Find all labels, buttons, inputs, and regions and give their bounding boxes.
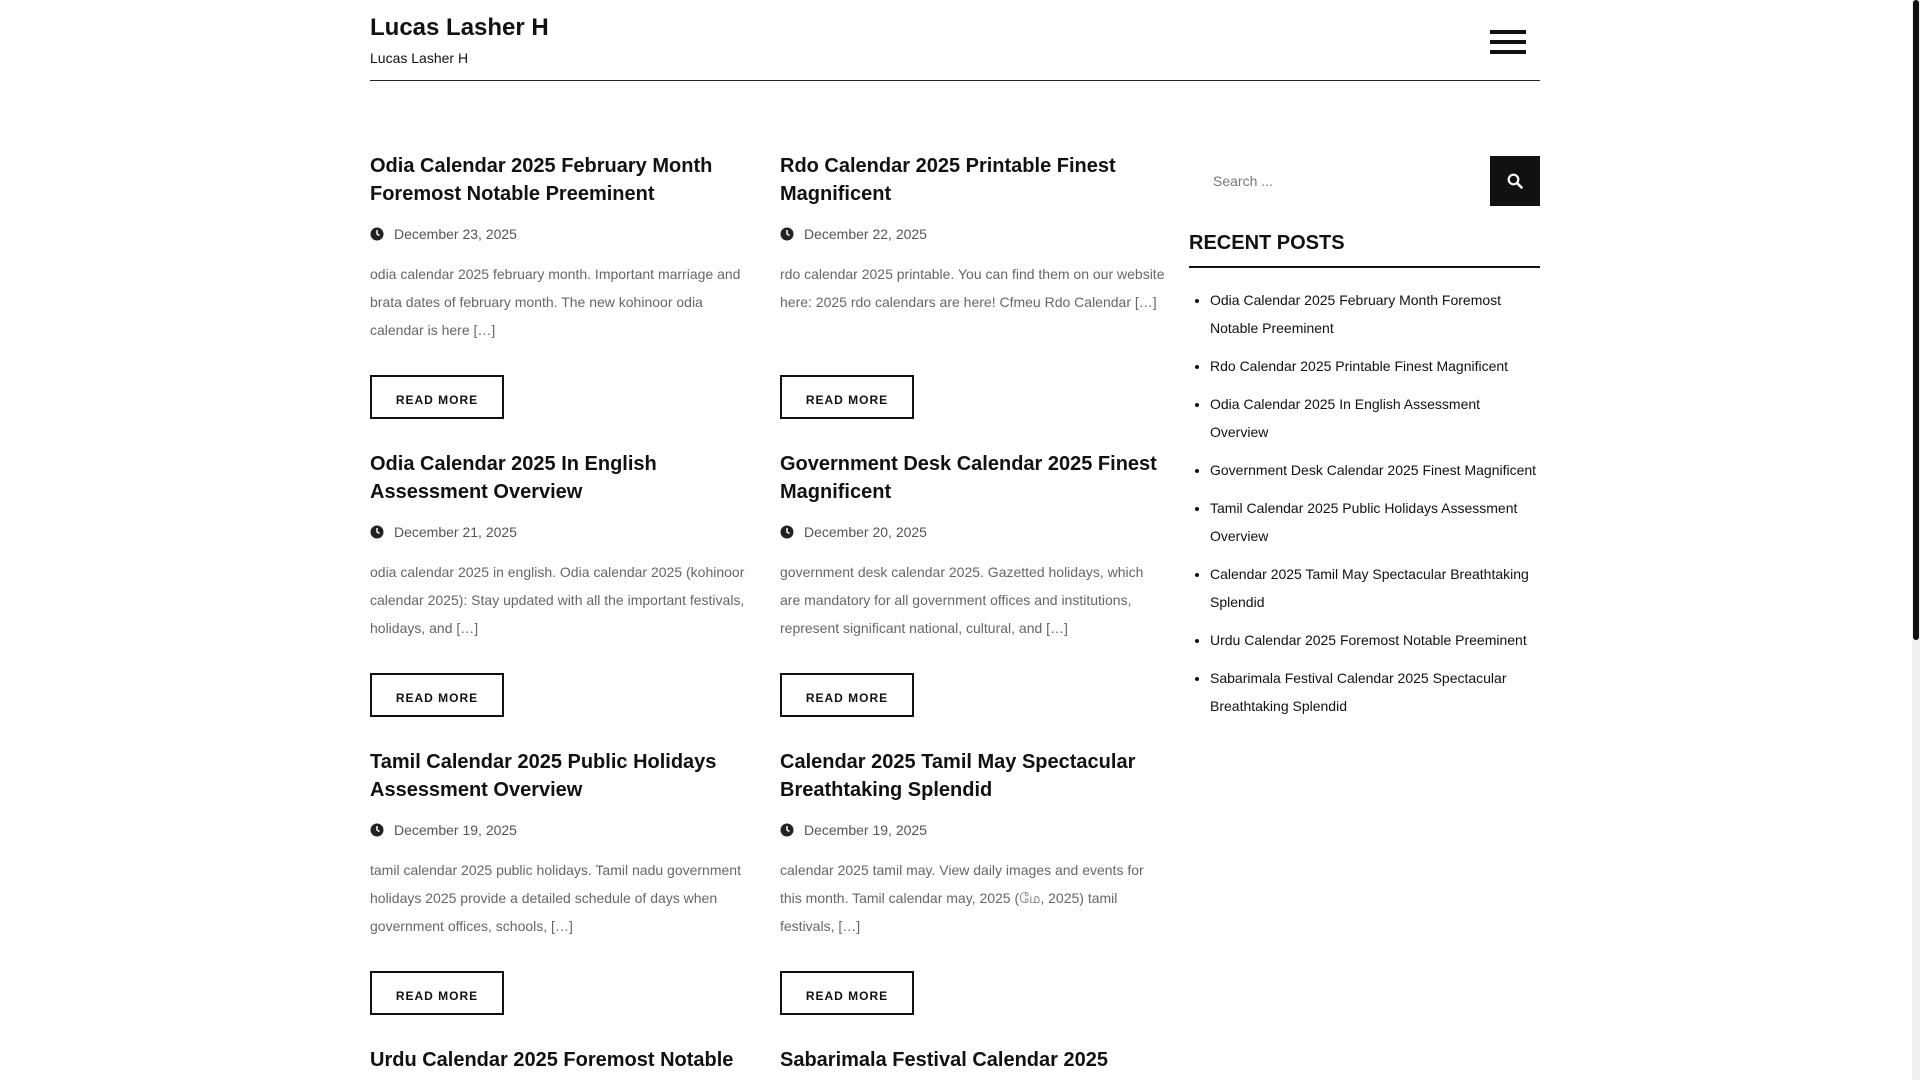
post-excerpt: rdo calendar 2025 printable. You can find them on our website here: 2025 rdo calendars are here! Cfmeu Rdo Calendar […] (780, 266, 1165, 310)
clock-icon (780, 227, 794, 241)
read-more-button[interactable]: READ MORE (780, 375, 914, 419)
clock-icon (780, 525, 794, 539)
clock-icon (370, 227, 384, 241)
post-date (780, 524, 927, 542)
recent-posts-list (1189, 286, 1540, 730)
post-date-text: December 21, 2025 (394, 524, 517, 540)
search-button[interactable] (1490, 156, 1540, 206)
recent-post-link[interactable]: • Government Desk Calendar 2025 Finest Magnificent (1210, 456, 1540, 484)
read-more-button[interactable]: READ MORE (370, 375, 504, 419)
recent-post-link[interactable]: • Calendar 2025 Tamil May Spectacular Breathtaking Splendid (1210, 560, 1540, 616)
post-date (780, 226, 927, 244)
recent-post-link[interactable]: • Odia Calendar 2025 In English Assessment Overview (1210, 390, 1540, 446)
post-excerpt: government desk calendar 2025. Gazetted holidays, which are mandatory for all government offices and institutions, represent significant national, cultural, and […] (780, 564, 1144, 636)
post-title[interactable]: Urdu Calendar 2025 Foremost Notable (370, 1049, 734, 1071)
site-header (370, 0, 1540, 81)
read-more-button[interactable]: READ MORE (780, 673, 914, 717)
post-title[interactable]: Odia Calendar 2025 February Month Foremost Notable Preeminent (370, 155, 713, 205)
menu-bar (1490, 50, 1526, 54)
recent-posts-heading: RECENT POSTS (1189, 232, 1540, 268)
recent-post-link[interactable]: • Urdu Calendar 2025 Foremost Notable Preeminent (1210, 626, 1540, 654)
post-title[interactable]: Tamil Calendar 2025 Public Holidays Assessment Overview (370, 751, 717, 801)
post-excerpt: tamil calendar 2025 public holidays. Tamil nadu government holidays 2025 provide a detailed schedule of days when government offices, schools, […] (370, 862, 741, 934)
post-title[interactable]: Calendar 2025 Tamil May Spectacular Breathtaking Splendid (780, 751, 1136, 801)
post-date (780, 822, 927, 840)
post-date-text: December 23, 2025 (394, 226, 517, 242)
post-date-text: December 19, 2025 (804, 822, 927, 838)
recent-post-link[interactable]: • Odia Calendar 2025 February Month Foremost Notable Preeminent (1210, 286, 1540, 342)
sidebar (1189, 156, 1540, 714)
post-date (370, 226, 517, 244)
scrollbar-thumb[interactable] (1913, 0, 1919, 640)
post-title[interactable]: Sabarimala Festival Calendar 2025 (780, 1049, 1108, 1071)
site-title[interactable]: Lucas Lasher H (370, 14, 549, 41)
menu-bar (1490, 40, 1526, 44)
recent-post-link[interactable]: • Sabarimala Festival Calendar 2025 Spectacular Breathtaking Splendid (1210, 664, 1540, 720)
search-input[interactable] (1189, 156, 1490, 206)
post-date (370, 524, 517, 542)
post-date-text: December 19, 2025 (394, 822, 517, 838)
read-more-button[interactable]: READ MORE (370, 673, 504, 717)
menu-bar (1490, 30, 1526, 34)
read-more-button[interactable]: READ MORE (780, 971, 914, 1015)
post-date-text: December 20, 2025 (804, 524, 927, 540)
recent-post-link[interactable]: • Rdo Calendar 2025 Printable Finest Magnificent (1210, 352, 1540, 380)
read-more-button[interactable]: READ MORE (370, 971, 504, 1015)
post-title[interactable]: Rdo Calendar 2025 Printable Finest Magnificent (780, 155, 1116, 205)
clock-icon (370, 525, 384, 539)
search-form (1189, 156, 1540, 206)
post-title[interactable]: Odia Calendar 2025 In English Assessment Overview (370, 453, 657, 503)
post-title[interactable]: Government Desk Calendar 2025 Finest Magnificent (780, 453, 1157, 503)
site-tagline: Lucas Lasher H (370, 50, 469, 66)
hamburger-menu-icon[interactable] (1490, 30, 1526, 56)
recent-post-link[interactable]: • Tamil Calendar 2025 Public Holidays Assessment Overview (1210, 494, 1540, 550)
page-scrollbar[interactable] (1912, 0, 1920, 1080)
post-date-text: December 22, 2025 (804, 226, 927, 242)
post-excerpt: odia calendar 2025 february month. Important marriage and brata dates of february month. The new kohinoor odia calendar is here […] (370, 266, 741, 338)
search-icon (1507, 173, 1523, 189)
post-excerpt: calendar 2025 tamil may. View daily images and events for this month. Tamil calendar may, 2025 (மே, 2025) tamil festivals, […] (780, 862, 1144, 934)
post-date (370, 822, 517, 840)
post-excerpt: odia calendar 2025 in english. Odia calendar 2025 (kohinoor calendar 2025): Stay updated with all the important festivals, holidays, and […] (370, 564, 745, 636)
clock-icon (370, 823, 384, 837)
clock-icon (780, 823, 794, 837)
